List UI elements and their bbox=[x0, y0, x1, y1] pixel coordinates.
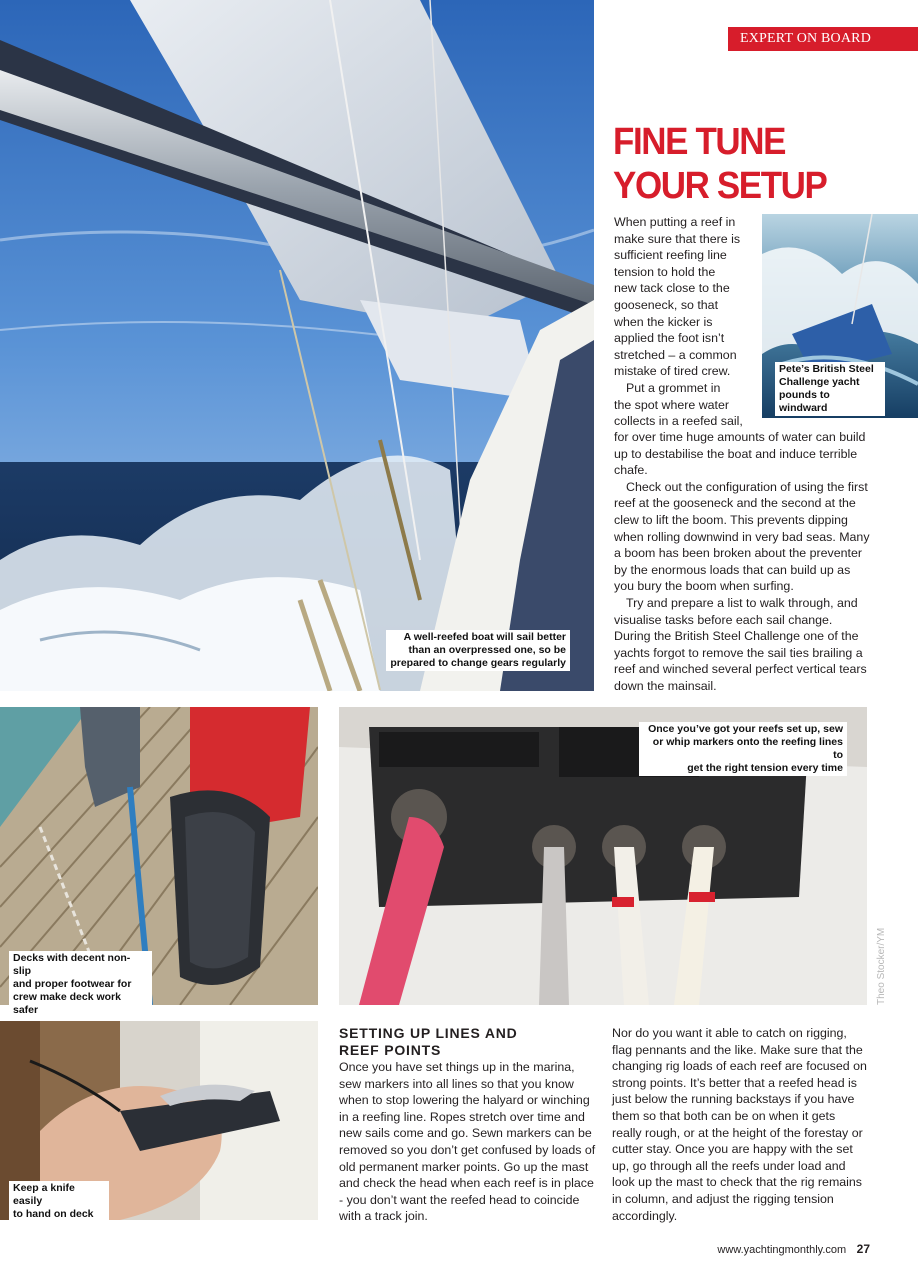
title-line: YOUR SETUP bbox=[613, 165, 827, 207]
subheading-line: REEF POINTS bbox=[339, 1042, 442, 1058]
caption-line: A well-reefed boat will sail better bbox=[403, 631, 566, 643]
text-line: make sure that there is bbox=[614, 231, 741, 246]
text-line: applied the foot isn’t bbox=[614, 331, 725, 346]
paragraph: Check out the configuration of using the first reef at the gooseneck and the second at the clew to lift the boom. This prevents dipping when rolling downwind in very bad seas. Many a boom has been broken about the preventer by the enormous loads that can build up as you bury the boom when surfing. bbox=[614, 479, 870, 594]
intro-column bbox=[614, 214, 760, 430]
text-line: mistake of tired crew. bbox=[614, 364, 731, 379]
caption-line: Keep a knife easily bbox=[13, 1182, 75, 1207]
text-line: stretched – a common bbox=[614, 347, 737, 362]
page-footer bbox=[700, 1240, 870, 1258]
main-photo-caption bbox=[386, 630, 570, 671]
paragraph: Try and prepare a list to walk through, and visualise tasks before each sail change. During the British Steel Challenge one of the yachts forgot to remove the sail ties brailing a reef and winched several perfect vertical tears down the mainsail. bbox=[614, 595, 867, 693]
paragraph: Once you have set things up in the marina, sew markers into all lines so that you know when to stop lowering the halyard or winching in a reefing line. Ropes stretch over time and new sails come and go. Sewn markers can be removed so you don’t get confused by loads of old permanent marker points. Go up the mast and check the head when each reef is in place - you don’t want the reefed head to coincide with a track join. bbox=[339, 1060, 596, 1224]
text-line: Put a grommet in bbox=[626, 380, 721, 395]
section-tag: EXPERT ON BOARD bbox=[728, 27, 918, 51]
text-line: when the kicker is bbox=[614, 314, 713, 329]
clutch-photo-caption bbox=[639, 722, 847, 776]
photo-credit: Theo Stocker/YM bbox=[876, 927, 887, 1005]
text-line: new tack close to the bbox=[614, 281, 730, 296]
caption-line: prepared to change gears regularly bbox=[390, 657, 566, 669]
caption-line: than an overpressed one, so be bbox=[408, 644, 566, 656]
text-line: the spot where water bbox=[614, 397, 730, 412]
caption-line: and proper footwear for bbox=[13, 978, 132, 990]
section-subheading bbox=[339, 1025, 579, 1059]
article-title bbox=[613, 120, 889, 208]
caption-line: Decks with decent non-slip bbox=[13, 952, 131, 977]
text-line: collects in a reefed sail, bbox=[614, 414, 743, 429]
paragraph: for over time huge amounts of water can build up to destabilise the boat and induce terrible chafe. bbox=[614, 430, 866, 478]
title-line: FINE TUNE bbox=[613, 121, 786, 163]
text-line: sufficient reefing line bbox=[614, 248, 727, 263]
body-paragraphs bbox=[614, 429, 872, 695]
page-number: 27 bbox=[856, 1242, 870, 1256]
text-line: gooseneck, so that bbox=[614, 297, 719, 312]
deck-photo-caption bbox=[9, 951, 152, 1018]
text-line: tension to hold the bbox=[614, 264, 716, 279]
text-line: When putting a reef in bbox=[614, 215, 736, 229]
caption-line: Once you’ve got your reefs set up, sew bbox=[648, 723, 843, 735]
lower-right-column bbox=[612, 1025, 868, 1224]
caption-line: pounds to windward bbox=[779, 389, 830, 414]
lower-left-column bbox=[339, 1059, 596, 1225]
caption-line: or whip markers onto the reefing lines to bbox=[652, 736, 843, 761]
caption-line: get the right tension every time bbox=[687, 762, 843, 774]
caption-line: Pete’s British Steel bbox=[779, 363, 874, 375]
caption-line: Challenge yacht bbox=[779, 376, 860, 388]
subheading-line: SETTING UP LINES AND bbox=[339, 1025, 518, 1041]
footer-url[interactable]: www.yachtingmonthly.com bbox=[717, 1244, 847, 1256]
knife-photo-caption bbox=[9, 1181, 109, 1222]
caption-line: to hand on deck bbox=[13, 1208, 94, 1220]
paragraph: Nor do you want it able to catch on rigging, flag pennants and the like. Make sure that the changing rig loads of each reef are focused on strong points. It’s better that a reefed head is just below the running backstays if you have them so that both can be on when it gets really rough, or at the height of the forestay or cutter stay. Once you are happy with the set up, go through all the reefs under load and look up the mast to check that the rig remains in column, and adjust the rigging tension accordingly. bbox=[612, 1026, 867, 1223]
main-photo bbox=[0, 0, 594, 691]
inset-photo-caption bbox=[775, 362, 885, 416]
caption-line: crew make deck work safer bbox=[13, 991, 121, 1016]
